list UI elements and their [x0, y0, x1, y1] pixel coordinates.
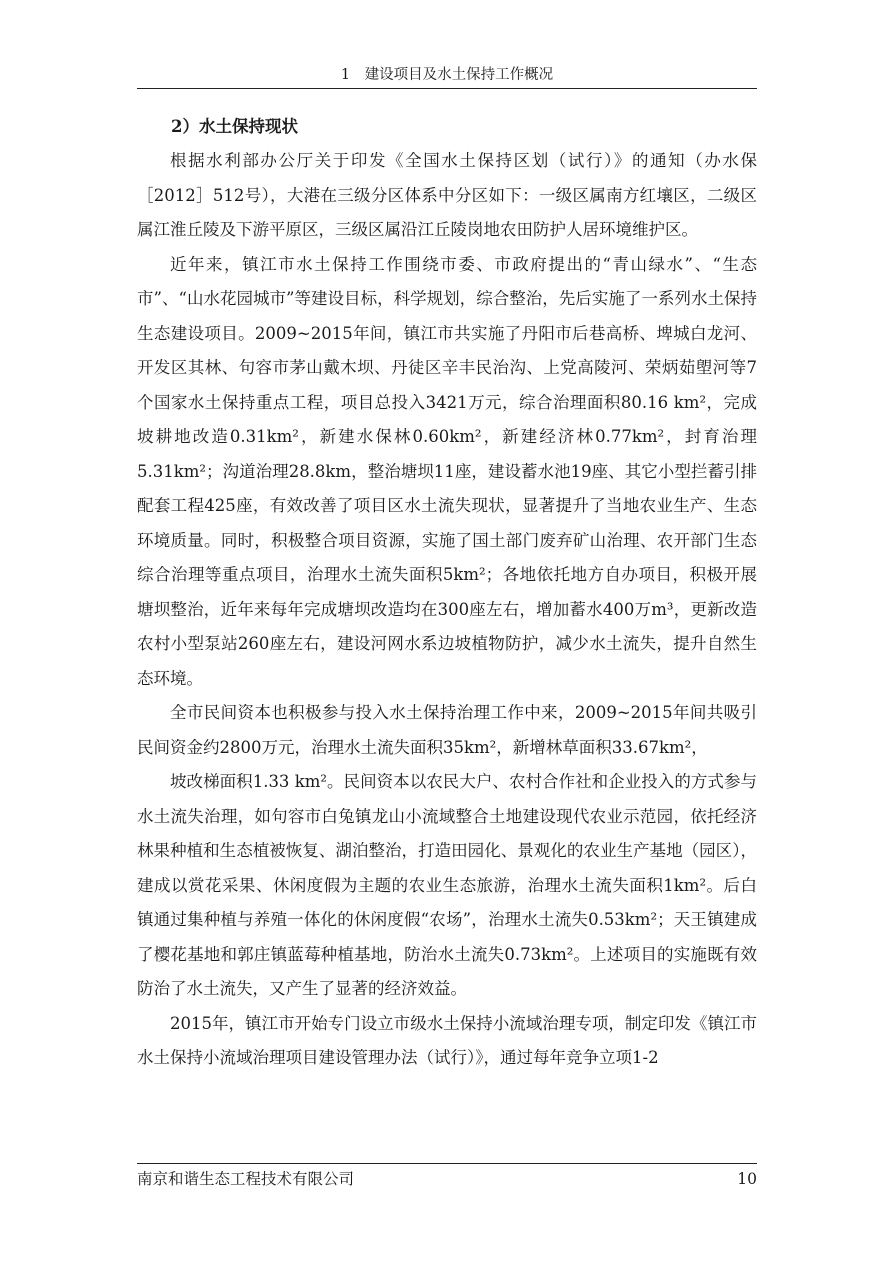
page-footer	[137, 1163, 757, 1193]
paragraph-2015-program: 2015年，镇江市开始专门设立市级水土保持小流域治理专项，制定印发《镇江市水土保持小流域治理项目建设管理办法（试行）》，通过每年竞争立项1-2	[137, 1013, 757, 1067]
paragraph-terrace-examples: 坡改梯面积1.33 km²。民间资本以农民大户、农村合作社和企业投入的方式参与水土流失治理，如句容市白兔镇龙山小流域整合土地建设现代农业示范园，依托经济林果种植和生态植被恢复、湖泊整治，打造田园化、景观化的农业生产基地（园区），建成以赏花采果、休闲度假为主题的农业生态旅游，治理水土流失面积1km²。后白镇通过集种植与养殖一体化的休闲度假“农场”，治理水土流失0.53km²；天王镇建成了樱花基地和郭庄镇蓝莓种植基地，防治水土流失0.73km²。上述项目的实施既有效防治了水土流失，又产生了显著的经济效益。	[137, 772, 757, 998]
page-header: 1 建设项目及水土保持工作概况	[137, 64, 757, 89]
page-body	[137, 110, 757, 1076]
paragraph-private-capital: 全市民间资本也积极参与投入水土保持治理工作中来，2009~2015年间共吸引民间资金约2800万元，治理水土流失面积35km²，新增林草面积33.67km²，	[137, 703, 757, 757]
page-number: 10	[737, 1170, 757, 1188]
paragraph-recent-projects: 近年来，镇江市水土保持工作围绕市委、市政府提出的“青山绿水”、“生态市”、“山水花园城市”等建设目标，科学规划，综合整治，先后实施了一系列水土保持生态建设项目。2009~2015年间，镇江市共实施了丹阳市后巷高桥、埤城白龙河、开发区其林、句容市茅山戴木坝、丹徒区辛丰民治沟、上党高陵河、荣炳茹塱河等7个国家水土保持重点工程，项目总投入3421万元，综合治理面积80.16 km²，完成坡耕地改造0.31km²，新建水保林0.60km²，新建经济林0.77km²，封育治理5.31km²；沟道治理28.8km，整治塘坝11座，建设蓄水池19座、其它小型拦蓄引排配套工程425座，有效改善了项目区水土流失现状，显著提升了当地农业生产、生态环境质量。同时，积极整合项目资源，实施了国土部门废弃矿山治理、农开部门生态综合治理等重点项目，治理水土流失面积5km²；各地依托地方自办项目，积极开展塘坝整治，近年来每年完成塘坝改造均在300座左右，增加蓄水400万m³，更新改造农村小型泵站260座左右，建设河网水系边坡植物防护，减少水土流失，提升自然生态环境。	[137, 254, 757, 688]
section-title: 2）水土保持现状	[171, 117, 298, 136]
paragraph-zoning: 根据水利部办公厅关于印发《全国水土保持区划（试行）》的通知（办水保［2012］512号），大港在三级分区体系中分区如下：一级区属南方红壤区，二级区属江淮丘陵及下游平原区，三级区属沿江丘陵岗地农田防护人居环境维护区。	[137, 151, 757, 239]
footer-company-name: 南京和谐生态工程技术有限公司	[137, 1170, 355, 1188]
